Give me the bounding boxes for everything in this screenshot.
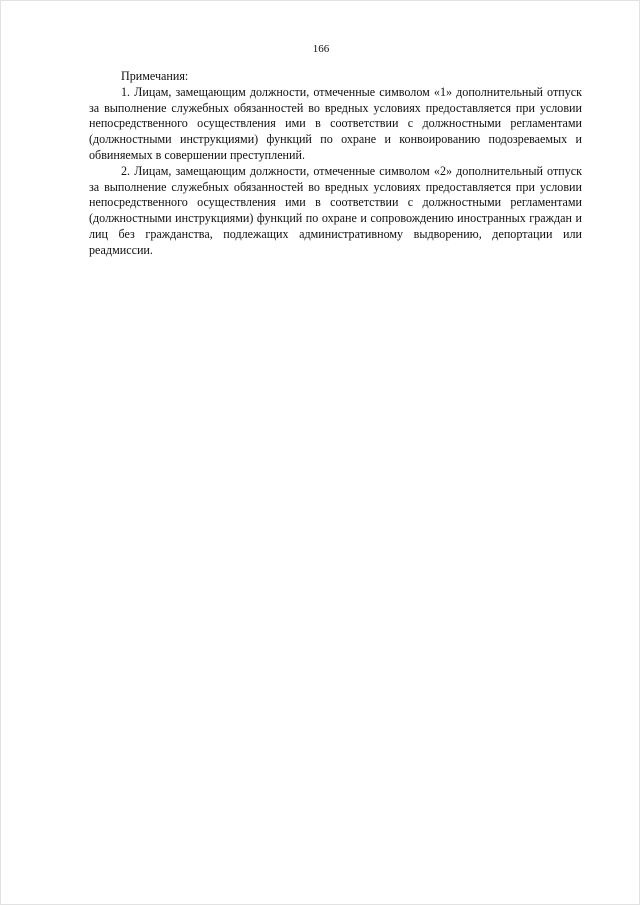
notes-section [89,69,582,259]
page-number: 166 [312,43,330,55]
note-item-1: 1. Лицам, замещающим должности, отмеченные символом «1» дополнительный отпуск за выполнение служебных обязанностей во вредных условиях предоставляется при условии непосредственного осуществления ими в соответствии с должностными регламентами (должностными инструкциями) функций по охране и конвоированию подозреваемых и обвиняемых в совершении преступлений. [89,84,582,162]
note-item-2: 2. Лицам, замещающим должности, отмеченные символом «2» дополнительный отпуск за выполнение служебных обязанностей во вредных условиях предоставляется при условии непосредственного осуществления ими в соответствии с должностными регламентами (должностными инструкциями) функций по охране и сопровождению иностранных граждан и лиц без гражданства, подлежащих административному выдворению, депортации или реадмиссии. [89,163,582,257]
notes-heading: Примечания: [121,69,189,83]
